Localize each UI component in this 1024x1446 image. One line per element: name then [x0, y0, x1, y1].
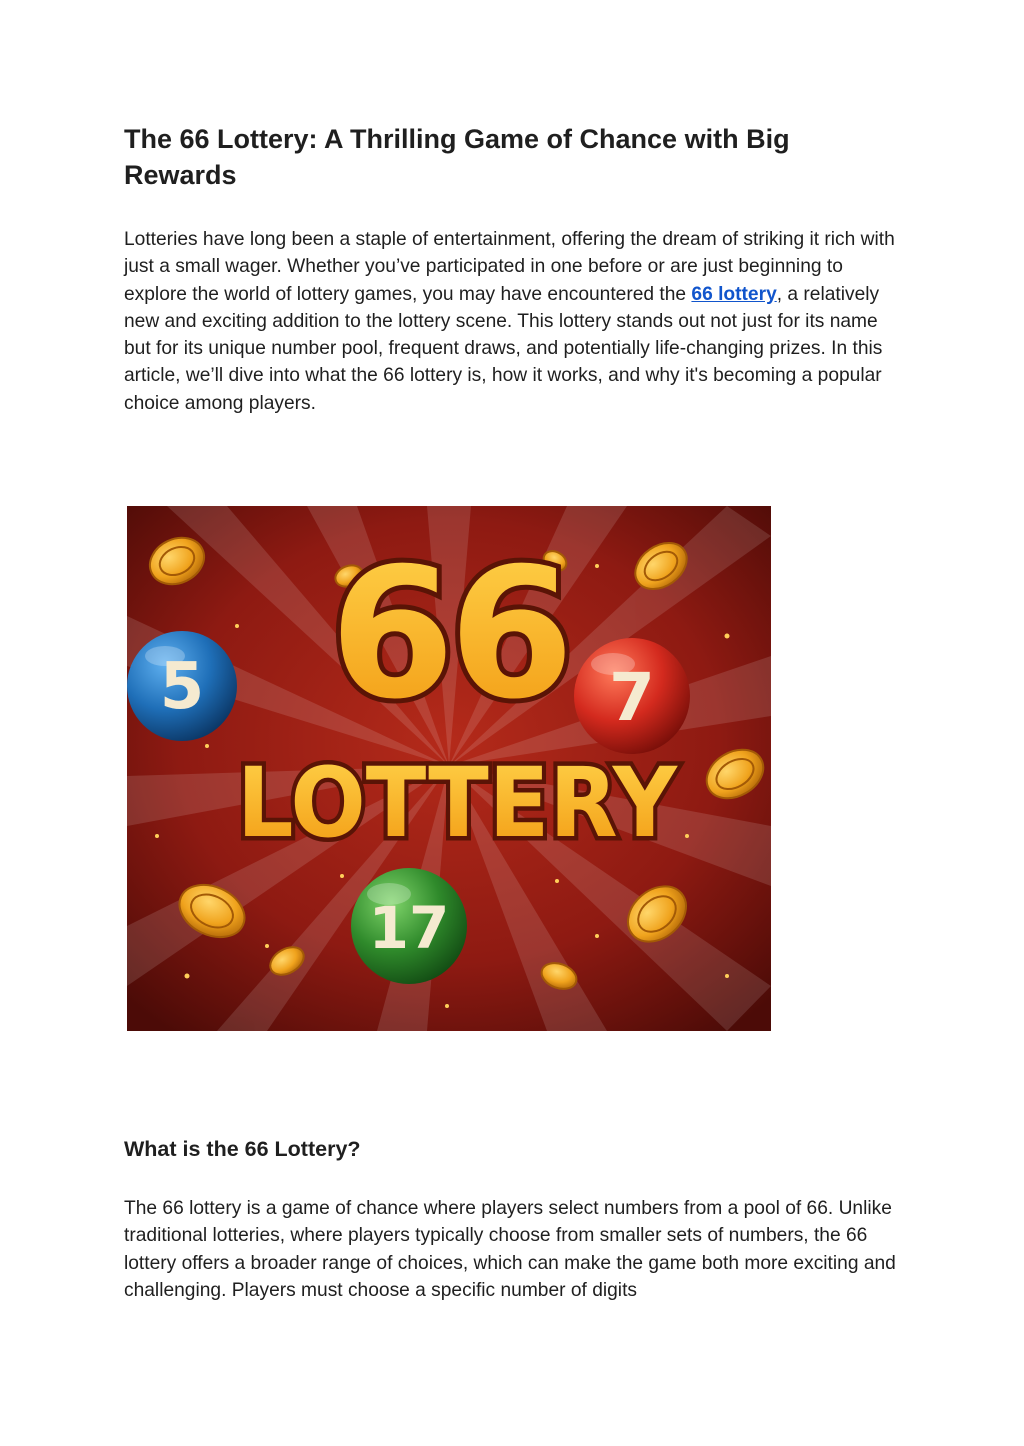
banner-66-text: 66 [329, 530, 569, 739]
ball-7-number: 7 [609, 659, 655, 736]
ball-17-number: 17 [368, 894, 450, 962]
intro-paragraph [124, 226, 904, 417]
ball-5 [127, 631, 237, 741]
section-paragraph: The 66 lottery is a game of chance where players select numbers from a pool of 66. Unlike traditional lotteries, where players typically choose from smaller sets of numbers, the 66 lottery offers a broader range of choices, which can make the game both more exciting and challenging. Players must choose a specific number of digits [124, 1198, 896, 1301]
intro-text-start: Lotteries have long been a staple of entertainment, offering the dream of striking it rich with just a small wager. Whether you’ve participated in one before or are just beginning to explore the world of lottery games, you may have encountered the [124, 229, 895, 305]
ball-5-number: 5 [159, 650, 205, 724]
section-heading: What is the 66 Lottery? [124, 1137, 361, 1161]
banner-lottery-text: LOTTERY [237, 747, 679, 859]
ball-7 [574, 638, 690, 754]
ball-17 [351, 868, 467, 984]
article-title: The 66 Lottery: A Thrilling Game of Chance with Big Rewards [124, 124, 790, 190]
intro-text-end: , a relatively new and exciting addition to the lottery scene. This lottery stands out not just for its name but for its unique number pool, frequent draws, and potentially life-changing prizes. In this article, we’ll dive into what the 66 lottery is, how it works, and why it's becoming a popular choice among players. [124, 283, 883, 414]
66-lottery-link[interactable]: 66 lottery [691, 283, 777, 305]
lottery-banner-image [127, 506, 771, 1031]
